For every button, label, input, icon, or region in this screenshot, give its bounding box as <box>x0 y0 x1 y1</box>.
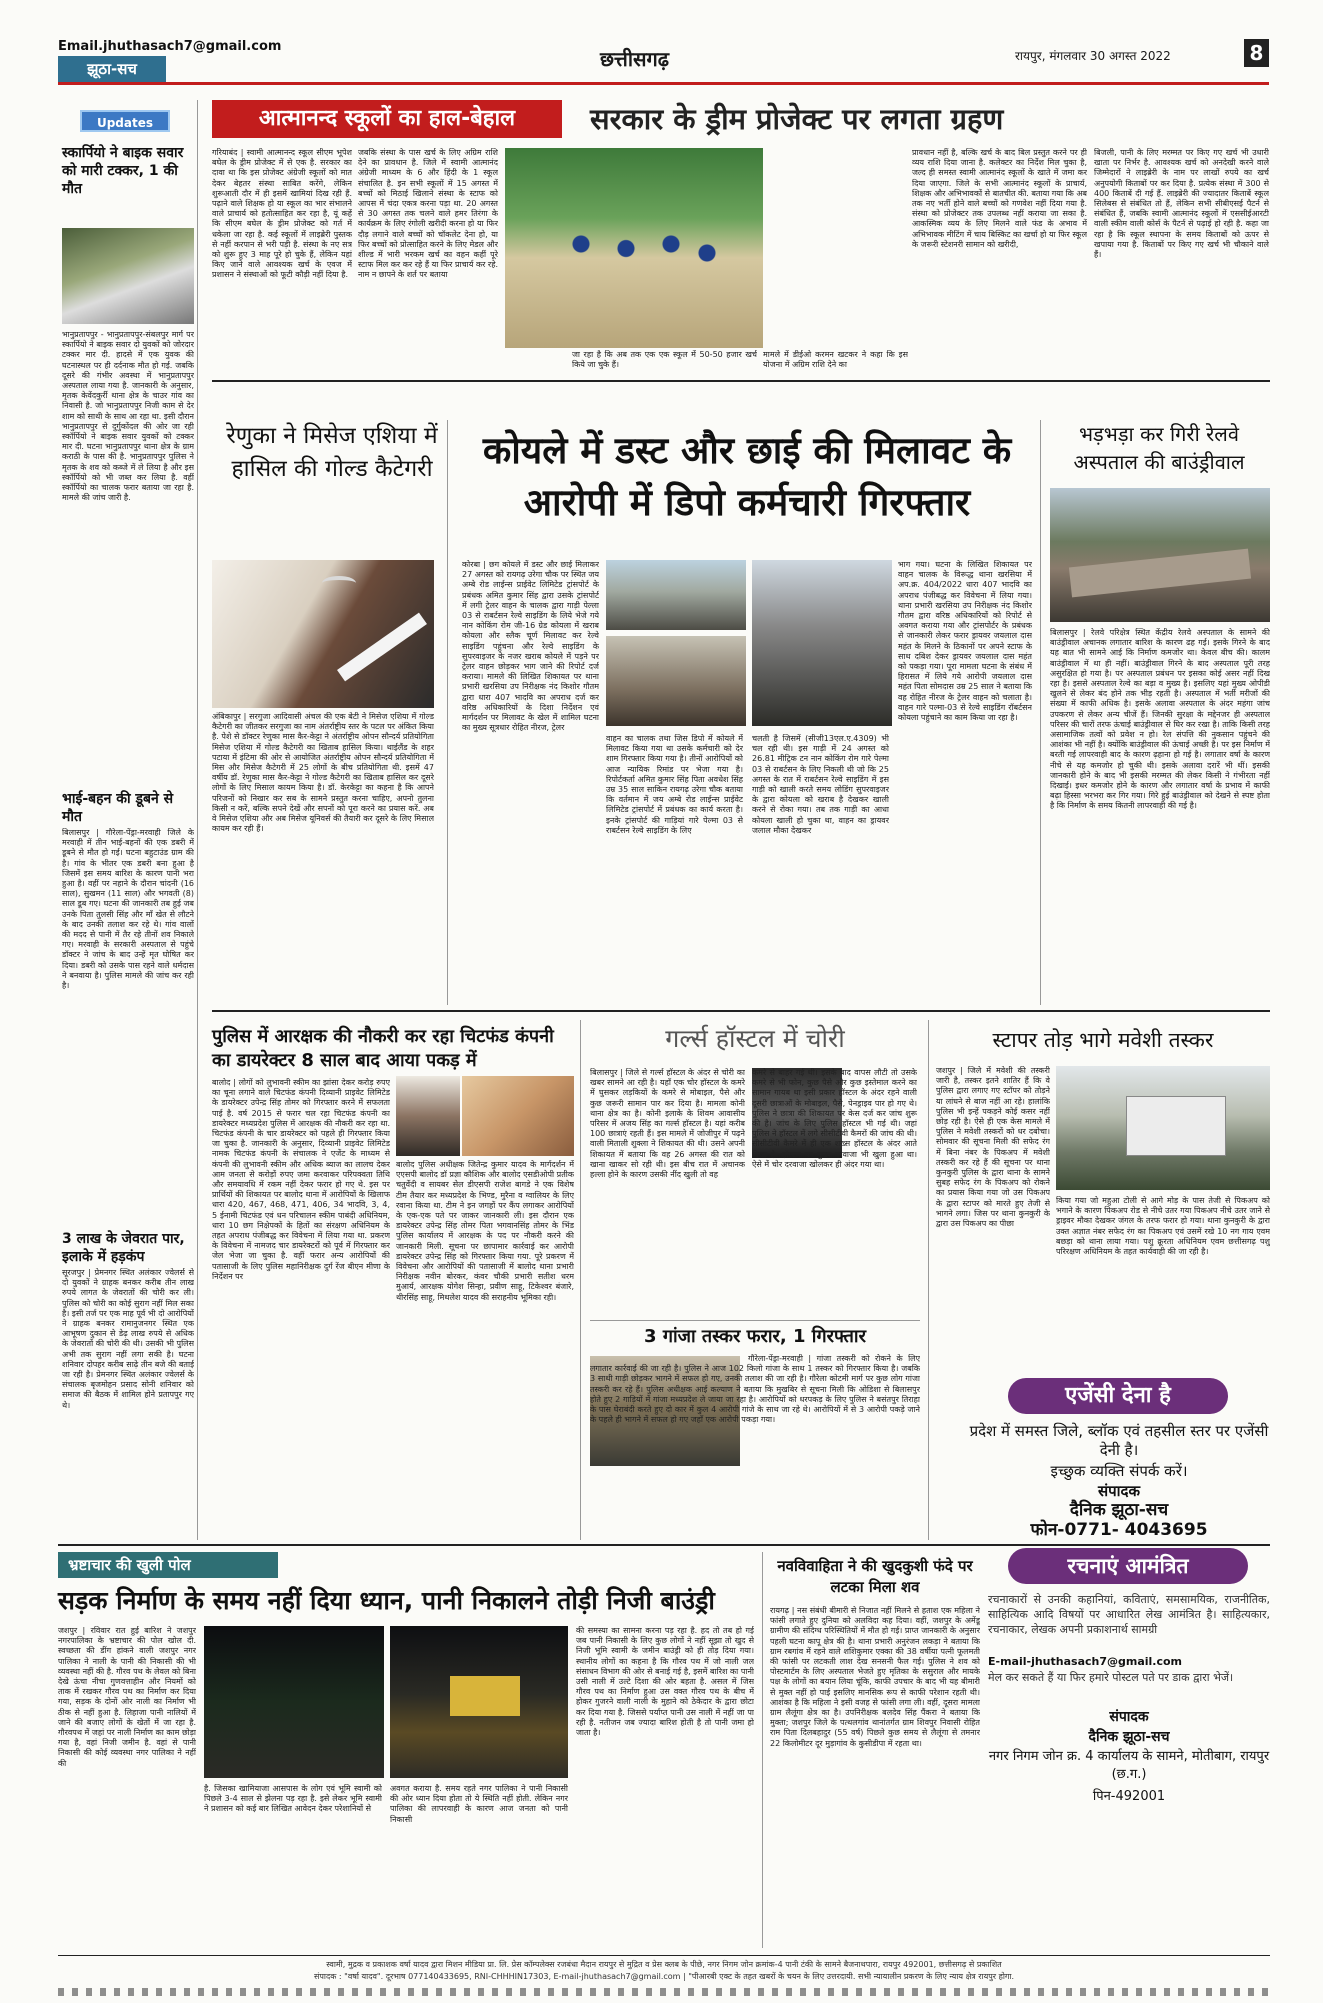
coal-col4: भाग गया। घटना के लिखित शिकायत पर वाहन चालक के विरूद्ध थाना खरसिया में अप.क्र. 404/2022 धारा 407 भादवि का अपराध पंजीबद्ध कर विवेचना में लिया गया। थाना प्रभारी खरसिया उप निरीक्षक नंद किशोर गौतम द्वारा वरिष्ठ अधिकारियों को रिपोर्ट से अवगत कराया गया और ट्रांसपोर्टर के प्रबंधक से जानकारी लेकर फरार ड्रायवर जयलाल दास महंत के मिलने के ठिकानों पर अपने स्टाफ के साथ दबिश देकर ड्रायवर जयलाल दास महंत को पकड़ा गया। पूरा मामला घटना के संबंध में हिरासत में लिये गये आरोपी जयलाल दास महंत पिता सोमदास उम्र 25 साल ने बताया कि वह रोहित नीरज के ट्रेलर वाहन को चलाता है। वाहन गारे पल्मा-03 से रेल्वे साइडिंग रॉबर्टसन कोयला पहुंचाने का काम किया जा रहा है। <box>898 560 1032 723</box>
railway-body: बिलासपुर | रेलवे परिक्षेत्र स्थित केंद्रीय रेलवे अस्पताल के सामने की बाउंड्रीवाल अचानक लगातार बारिश के कारण ढह गई। इसके गिरने के बाद यह बात भी सामने आई कि निर्माण कमजोर था। केवल बीच की। कालम बाउंड्रीवाल में था ही नहीं। बाउंड्रीवाल गिरने के बाद अस्पताल पूरी तरह असुरक्षित हो गया है। पर अस्पताल प्रबंधन पर इसका कोई असर नहीं दिख रहा है। इससे अस्पताल रेल्वे का बड़ा व मुख्य है। इसलिए यहां मुख्य ओपीडी खुलने से लेकर बंद होने तक भीड़ रहती है। अस्पताल में भर्ती मरीजों की संख्या में काफी अधिक है। इसके अलावा अस्पताल के अंदर महंगा जांच उपकरण से लेकर अन्य चीजें हैं। जिनकी सुरक्षा के मद्देनजर ही अस्पताल परिसर की चारों तरफ ऊंचाई बाउंड्रीवाल से घिर कर रखा है। ताकि किसी तरह असामाजिक तत्वों को प्रवेश न हो। रेल संपत्ति की नुकसान पहुंचने की आशंका भी नहीं है। क्योंकि बाउंड्रीवाल की ऊंचाई अच्छी है। पर इस निर्माण में बरती गई लापरवाही बाद के कारण ढ़हाना हो गई है। लगातार वर्षा के कारण नीचे से यह कमजोर हो चुकी थी। इसके अलावा दरारें भी थीं। इसकी जानकारी होने के बाद भी इसकी मरम्मत की लेकर किसी ने गंभीरता नहीं दिखाई। इधर कमजोर होने के कारण और लगातार वर्षा के प्रभाव में काफी बढ़ा हिस्सा भरभरा कर गिर गया। गिरे हुई बाउंड्रीवाल को देखने से स्पष्ट होता है कि निर्माण के समय कितनी लापरवाही की गई है। <box>1050 628 1270 811</box>
renuka-headline: रेणुका ने मिसेज एशिया में हासिल की गोल्ड कैटेगरी <box>226 423 438 482</box>
registration-marks <box>58 1988 1270 1996</box>
hostel-divider <box>590 1320 920 1321</box>
paper-logo: झूठा-सच <box>58 56 166 82</box>
top-story-col3: मामले में डीईओ करमन खटकर ने कहा कि इस योजना में अग्रिम राशि देने का <box>763 350 908 370</box>
chitfund-col1: बालोद | लोगों को लुभावनी स्कीम का झांसा देकर करोड़ रुपए का चूना लगाने वाले चिटफंड कंपनी दिव्यानी प्राइवेट लिमिटेड के डायरेक्टर उपेन्द्र सिंह तोमर को गिरफ्तार करने में सफलता पाई है. वर्ष 2015 से फरार चल रहा चिटफंड कंपनी का डायरेक्टर मध्यप्रदेश पुलिस में आरक्षक की नौकरी कर रहा था. चिटफंड कंपनी के चार डायरेक्टर को पहले ही गिरफ्तार किया जा चुका है. जानकारी के अनुसार, दिव्यानी प्राइवेट लिमिटेड नामक चिटफंड कंपनी के संचालक ने एजेंट के माध्यम से कंपनी की लुभावनी स्कीम और अधिक ब्याज का लालच देकर आम जनता से करोड़ों रुपए जमा करवाकर परिपक्वता तिथि और समयावधि में रकम नहीं देकर फरार हो गए थे. इस पर प्रार्थियों की शिकायत पर बालोद थाना में आरोपियों के खिलाफ धारा 420, 467, 468, 471, 406, 34 भादवि, 3, 4, 5 ईनामी चिटफंड एवं धन परिचालन स्कीम पाबंदी अधिनियम, धारा 10 छग निक्षेपकों के हितों का संरक्षण अधिनियम के तहत अपराध पंजीबद्ध कर विवेचना में लिया गया था. प्रकरण के विवेचना में नामजद चार डायरेक्टरों को पूर्व में गिरफ्तार कर जेल भेजा जा चुका है. वहीं फरार अन्य आरोपियों की पतासाजी के लिए पुलिस महानिरीक्षक दुर्ग रेंज बीएन मीणा के निर्देशन पर <box>212 1078 390 1281</box>
running-children <box>545 208 725 298</box>
story3-headline: 3 लाख के जेवरात पार, इलाके में हड़कंप <box>62 1231 185 1265</box>
ganja-body: गौरेला-पेंड्रा-मरवाही | गांजा तस्करी को रोकने के लिए लगातार कार्रवाई की जा रही है। पुलिस ने आज 102 किलो गांजा के साथ 1 तस्कर को गिरफ्तार किया है। जबकि 3 साथी गाड़ी छोड़कर भागने में सफल हो गए, उनकी तलाश की जा रही है। गौरेला कोटमी मार्ग पर कुछ लोग गांजा तस्करी कर रहे हैं। पुलिस अधीक्षक आई कल्याण ने बताया कि मुखबिर से सूचना मिली कि ओडिशा से बिलासपुर होते हुए 2 गाड़ियों में गांजा मध्यप्रदेश ले जाया जा रहा है। आरोपियों को धरपकड़ के लिए पुलिस ने बसंतपुर तिराहा के पास घेराबंदी करते हुए दो कार में कुल 4 आरोपी गांजे के साथ जा रहे थे। आरोपियों में से 3 आरोपी पकड़े जाने के पहले ही भागने में सफल हो गए जहाँ एक आरोपी पकड़ा गया। <box>590 1354 920 1425</box>
top-story-col1: गरियाबंद | स्वामी आत्मानन्द स्कूल सीएम भूपेश बघेल के ड्रीम प्रोजेक्ट में से एक है. सरकार का दावा था कि इस प्रोजेक्ट अंग्रेजी स्कूलों को मात देकर बेहतर संस्था साबित करेंगे, लेकिन शुरूआती दौर में ही इसमें खामियां दिख रही हैं. पढ़ाने वाले शिक्षक हो या स्कूल का भार संभालने वाले प्राचार्य को हतोत्साहित कर रहा है, यूं कहें कि सीएम बघेल के ड्रीम प्रोजेक्ट को गर्त में धकेला जा रहा है. कई स्कूलों में लाइब्रेरी पुस्तक से नहीं करपान से भरी पड़ी है. संस्था के नए सत्र को शुरू हुए 3 माह पूरे हो चुके हैं, लेकिन यहां किए जाने वाले आवश्यक खर्च के एवज में प्रशासन ने संस्थाओं को फूटी कौड़ी नहीं दिया है. <box>212 148 352 280</box>
writings-ad-email: E-mail-jhuthasach7@gmail.com <box>988 1655 1183 1668</box>
sash <box>337 613 427 682</box>
footer-line2: संपादक : "वर्षा यादव". दूरभाष 077140433695, RNI-CHHHIN17303, E-mail-jhuthasach7@gmail.com | "पीआरबी एक्ट के तहत खबरों के चयन के लिए उत्तरदायी. सभी न्यायालीन प्रकरण के लिए न्याय क्षेत्र रायपुर होगा. <box>313 1972 1015 1981</box>
cattle-col1: जशपुर | जिले में मवेशी की तस्करी जारी है, तस्कर इतने शातिर हैं कि वे पुलिस द्वारा लगाए गए स्टॉपर को तोड़ने या लांघने से बाज नहीं आ रहे। हालांकि पुलिस भी इन्हें पकड़ने कोई कसर नहीं छोड़ रही है। ऐसे ही एक केस मामले में पुलिस ने मवेशी तस्करों को धर दबोचा। सोमवार की सूचना मिली की सफेद रंग में बिना नंबर के पिकअप में मवेशी तस्करी कर रहे हैं की सूचना पर थाना कुनकुरी पुलिस के द्वारा थाना के सामने सुबह सफेद रंग के पिकअप को रोकने का प्रयास किया गया जो उस पिकअप के द्वारा स्टापर को मारते हुए तेजी से भागने लगा। जिस पर थाना कुनकुरी के द्वारा उस पिकअप का पीछा <box>936 1066 1050 1229</box>
chitfund-photo-person <box>396 1076 460 1156</box>
lower-rule <box>58 1544 1270 1546</box>
writings-ad-pin: पिन-492001 <box>1092 1789 1166 1804</box>
corruption-divider <box>762 1552 763 1948</box>
writings-ad-paper: दैनिक झूठा-सच <box>1088 1729 1170 1745</box>
coal-col3: चलती है जिसमें (सीजी13एल.ए.4309) भी चल रही थी। इस गाड़ी में 24 अगस्त को 26.81 मीट्रिक टन नान कोकिंग रोम गारे पेल्मा 03 से राबर्टसन के लिए निकली थी जो कि 25 अगस्त के रात में राबर्टसन रेल्वे साइडिंग में इस गाड़ी को खाली करते समय लोडिंग सुपरवाइजर के द्वारा कोयला को खराब है देखकर खाली करने से रोका गया। तब तक गाड़ी का आधा कोयला खाली हो चुका था, वाहन का ड्रायवर जलाल मौका देखकर <box>752 734 889 835</box>
writings-ad-body2: मेल कर सकते हैं या फिर हमारे पोस्टल पते पर डाक द्वारा भेजें। <box>988 1671 1234 1684</box>
dateline: रायपुर, मंगलवार 30 अगस्त 2022 <box>1015 49 1171 63</box>
coal-col2: वाहन का चालक तथा जिस डिपो में कोयले में मिलावट किया गया था उसके कर्मचारी को देर शाम गिरफ्तार किया गया है। तीनों आरोपियों को आज न्यायिक रिमांड पर भेजा गया है। रिपोर्टकर्ता अमित कुमार सिंह पिता अवधेश सिंह उम्र 35 साल साकिन रायगढ़ उरेगा चौक बताया कि वर्तमान में जय अम्बे रोड लाईन्स प्राईवेट लिमिटेड ट्रांसपोर्ट में प्रबंधक का कार्य करता है। इनके ट्रांसपोर्ट की गाड़ियां गारे पेल्मा 03 से राबर्टसन रेल्वे साइडिंग के लिए <box>606 734 743 835</box>
writings-ad-title: रचनाएं आमंत्रित <box>1008 1548 1248 1584</box>
state-label: छत्तीसगढ़ <box>600 47 670 71</box>
cattle-col2: किया गया जो महुआ टोली से आगे मोड़ के पास तेजी से पिकअप को भगाने के कारण पिकअप रोड से नीचे उतर गया पिकअप नीचे उतर जाने से ड्राइवर मौका देखकर जंगल के तरफ फरार हो गया। थाना कुनकुरी के द्वारा उक्त अज्ञात नंबर सफेद रंग का पिकअप एवं उसमें रखे 10 नग गाय एवम बछड़ा को थाना लाया गया। पशु क्रूरता अधिनियम एवम छत्तीसगढ़ पशु परिरक्षण अधिनियम के तहत कार्यवाही की जा रही है। <box>1056 1196 1270 1257</box>
top-story-rule <box>212 380 1270 382</box>
story1-body: भानुप्रतापपुर - भानुप्रतापपुर-संबलपुर मार्ग पर स्कार्पियो ने बाइक सवार दो युवकों को जोरदार टक्कर मार दी. हादसे में एक युवक की घटनास्थल पर ही दर्दनाक मौत हो गई. जबकि दूसरे की गंभीर अवस्था में भानुप्रतापपुर अस्पताल लाया गया है. जानकारी के अनुसार, मृतक केवेंदकुर्री थाना क्षेत्र के चाउर गांव का निवासी है. जो भानुप्रतापपुर निजी काम से देर शाम को साथी के साथ आ रहा था. इसी दौरान भानुप्रतापपुर से दुर्गुकोंदल की ओर जा रही स्कॉर्पियो ने बाइक सवार युवकों को टक्कर मार दी. घटना भानुप्रतापपुर थाना क्षेत्र के ग्राम कराठी के पास की है. भानुप्रतापपुर पुलिस ने मृतक के शव को कब्जे में ले लिया है और इस स्कॉर्पियो को भी जब्त कर लिया है. वहीं स्कॉर्पियो का चालक फरार बताया जा रहा है. मामले की जांच जारी है. <box>62 330 194 503</box>
story1-photo <box>62 228 194 324</box>
corruption-photo-night <box>204 1626 384 1778</box>
renuka-divider <box>447 420 448 1005</box>
top-story-col4: प्रावधान नहीं है, बल्कि खर्च के बाद बिल प्रस्तुत करने पर ही व्यय राशि दिया जाना है. कलेक्टर का निर्देश मिल चुका है, जल्द ही समस्त स्वामी आत्मानंद स्कूलों के खाते में जमा कर दिया जाएगा. जिले के सभी आत्मानंद स्कूलों के प्राचार्य, शिक्षक और अभिभावकों से बातचीत की. बताया गया कि अब तक नए भर्ती होने वाले बच्चों को गणवेश नहीं दिया गया है. संस्था को प्रोजेक्टर तक उपलब्ध नहीं कराया जा सका है. आकस्मिक व्यय के लिए मिलने वाले फंड के अभाव में अभिभावक मीटिंग में चाय बिस्किट का खर्चा हो या फिर स्कूल के जरूरी स्टेशनरी सामान को खरीदी, <box>912 148 1087 249</box>
agency-ad-title: एजेंसी देना है <box>1008 1378 1228 1414</box>
corruption-col1: जशपुर | रविवार रात हुई बारिश ने जशपुर नगरपालिका के भ्रष्टाचार की पोल खोल दी. स्वच्छता की डींग हांकने वाली जशपुर नगर पालिका ने नाली के पानी की निकासी की भी व्यवस्था नहीं की है. गौरव पथ के लेवल को बिना देखे ऊंचा नीचा गुणवत्ताहीन और नियमों को ताक में रखकर गौरव पथ का निर्माण कर दिया गया, सड़क के दोनों ओर नाली का निर्माण भी ठीक से नहीं हुआ है. लिहाजा पानी नालियों में जाने की बजाए लोगों के खेतों में जा रहा है. गौरवपथ में जहां पर नाली निर्माण का काम छोड़ा गया है, वहां निजी जमीन है. वहां से पानी निकासी की कोई व्यवस्था नगर पालिका ने नहीं की <box>58 1626 196 1768</box>
story2-body: बिलासपुर | गौरेला-पेंड्रा-मरवाही जिले के मरवाही में तीन भाई-बहनों की एक डबरी में डूबने से मौत हो गई। घटना बहुटाउंड ग्राम की है। गांव के भीतर एक डबरी बना हुआ है जिसमें इस समय बारिश के कारण पानी भरा हुआ है। वहीं पर नहाने के दौरान चांदनी (16 साल), सुखमन (11 साल) और भगवती (8) साल डूब गए। घटना की जानकारी तब हुई जब उनके पिता तुलसी सिंह और माँ खेत से लौटने के बाद उनकी तलाश कर रहे थे। गांव वालों की मदद से पानी में तैर रहे तीनों शव निकाले गए। मरवाही के सरकारी अस्पताल से पहुंचे डॉक्टर ने जांच के बाद उन्हें मृत घोषित कर दिया। डबरी को उसके पास रहने वाले धर्मदास ने बनवाया है। पुलिस मामले की जांच कर रही है। <box>62 828 194 991</box>
masthead-rule <box>58 82 1269 85</box>
corruption-kicker: भ्रष्टाचार की खुली पोल <box>58 1552 278 1578</box>
hostel-col1: बिलासपुर | जिले से गर्ल्स हॉस्टल के अंदर से चोरी का खबर सामने आ रही है। यहाँ एक चोर हॉस्टल के कमरे में घुसकर लड़कियों के कमरे से मोबाइल, पैसे और कुछ जरूरी सामान पार कर दिया है। मामला कोनी थाना क्षेत्र का है। कोनी इलाके के शिवम आवासीय परिसर में अजय सिंह का गर्ल्स हॉस्टल है। यहां करीब 100 छात्राएं रहती हैं। इस मामले में जोजीपुर में पढ़ने वाली मिताली शुक्ला ने शिकायत की थी। उसने अपनी शिकायत में बताया कि वह 26 अगस्त की रात को खाना खाकर सो रही थी। इस बीच रात में अचानक हल्ला होने के कारण उसकी नींद खुली तो वह <box>590 1068 745 1180</box>
coal-divider <box>1040 420 1041 1005</box>
top-story-photo <box>505 148 763 348</box>
cattle-headline: स्टापर तोड़ भागे मवेशी तस्कर <box>992 1028 1214 1052</box>
hostel-headline: गर्ल्स हॉस्टल में चोरी <box>665 1024 845 1053</box>
coal-photo-depot <box>752 560 892 726</box>
corruption-photo-excavator <box>390 1626 568 1778</box>
top-story-headline: सरकार के ड्रीम प्रोजेक्ट पर लगता ग्रहण <box>590 102 1004 136</box>
writings-ad <box>988 1548 1270 1946</box>
chitfund-photo-money <box>462 1076 574 1156</box>
writings-ad-contact: संपादक <box>1109 1709 1149 1725</box>
story1-headline: स्कार्पियो ने बाइक सवार को मारी टक्कर, 1 की मौत <box>62 145 184 197</box>
pickup-truck <box>1126 1096 1226 1156</box>
coal-col1: कोरबा | छग कोयले में डस्ट और छाई मिलाकर 27 अगस्त को रायगढ़ उरेगा चौक पर स्थित जय अम्बे रोड लाईन्स प्राईवेट लिमिटेड ट्रांसपोर्ट के प्रबंधक अमित कुमार सिंह द्वारा उसके ट्रांसपोर्ट में लगी ट्रेलर वाहन के चालक द्वारा गाड़ी पेल्ला 03 से राबर्टसन रेल्वे साइडिंग के लिये भेजे गये नान कोकिंग रोम जी-16 ग्रेड कोयला में खराब कोयला और स्लैक चूर्ण मिलावट कर रेल्वे साइडिंग पहुंचना और रेल्वे साइडिंग के सुपरवाइजर के नजर खराब कोयले में पड़ने पर ट्रेलर वाहन छोड़कर भाग जाने की रिपोर्ट दर्ज कराया। मामले की लिखित शिकायत पर थाना प्रभारी खरसिया उप निरीक्षक नंद किशोर गौतम द्वारा धारा 407 भादवि का अपराध दर्ज कर वरिष्ठ अधिकारियों के दिशा निर्देशन एवं मार्गदर्शन पर मिलावट के खेल में शामिल घटना का मुख्य सूत्रधार रोहित नीरज, ट्रेलर <box>462 560 599 733</box>
top-story-col5: बिजली, पानी के लिए मरम्मत पर किए गए खर्च भी उधारी खाता पर निर्भर है. आवश्यक खर्च को अनदेखी करने वाले जिम्मेदारों ने लाइब्रेरी के नाम पर लाखों रुपये का खर्च अनुपयोगी किताबों पर कर दिया है. प्रत्येक संस्था में 300 से 400 किताबें दी गई हैं. लाइब्रेरी की ज्यादातर किताबें स्कूल सिलेबस से संबंधित तो हैं, लेकिन सभी सीबीएसई पैटर्न से संबंधित हैं, जबकि स्वामी आत्मानंद स्कूलों में एससीईआरटी वाली स्कीम वाली कोर्स के पैटर्न से पढ़ाई हो रही है. कहा जा रहा है कि स्कूल स्थापना के समय किताबों को ऊपर से खपाया गया है. किताबों पर किए गए खर्च भी चौकाने वाले हैं। <box>1094 148 1269 260</box>
chitfund-divider <box>580 1020 581 1540</box>
hostel-col2: कमरे से बाहर गई थी। इसके बाद वापस लौटी तो उसके कमरे से भी फोन, कुछ पैसे और कुछ इस्तेमाल करने का सामान गायब था इसी प्रकार हॉस्टल के अंदर रहने वाली दूसरी छात्राओं के मोबाइल, पैसे, पेनड्राइव पार हो गए थे। पुलिस ने छात्रा की शिकायत पर केस दर्ज कर जांच शुरू की है। जांच के लिए पुलिस हॉस्टल भी गई थी। जहां पुलिस ने हॉस्टल में लगे सीसीटीवी कैमरों की जांच की थी। सीसीटीवी कैमरे में ही एक शख्स हॉस्टल के अंदर आते दिखा है। हॉस्टल का मुख्य दरवाजा भी खुला हुआ था। ऐसे में चोर दरवाजा खोलकर ही अंदर गया था। <box>752 1068 917 1169</box>
ganja-divider <box>928 1020 929 1540</box>
agency-ad-phone: फोन-0771- 4043695 <box>1030 1520 1208 1540</box>
story2-headline: भाई-बहन की डूबने से मौत <box>62 791 174 825</box>
footer-rule <box>58 1955 1270 1956</box>
corruption-col2: है. जिसका खामियाजा आसपास के लोग एवं भूमि स्वामी को पिछले 3-4 साल से झेलना पड़ रहा है. इसे लेकर भूमि स्वामी ने प्रशासन को कई बार लिखित आवेदन देकर परेशानियों से <box>204 1784 382 1814</box>
top-story-col2: जबकि संस्था के पास खर्च के लिए अग्रिम राशि देने का प्रावधान है. जिले में स्वामी आत्मानंद अंग्रेजी माध्यम के 6 और हिंदी के 1 स्कूल संचालित है. इन सभी स्कूलों में 15 अगस्त में बच्चों को मिठाई खिलाने संस्था के स्टाफ को आपस में चंदा एकत्र करना पड़ा था. 20 अगस्त से 30 अगस्त तक चलने वाले हमर तिरंगा के कार्यक्रम के लिए रंगोली खरीदी करना हो या फिर दौड़ लगाने वाले बच्चों को चॉकलेट देना हो, या फिर बच्चों को प्रोत्साहित करने के लिए मेडल और शील्ड में भारी भरकम खर्च का वहन कहीं पूरे स्टाफ मिल कर कर रहे हैं या फिर प्राचार्य कर रहे. नाम न छापने के शर्त पर बताया <box>358 148 498 280</box>
writings-ad-address: नगर निगम जोन क्र. 4 कार्यालय के सामने, मोतीबाग, रायपुर (छ.ग.) <box>988 1749 1270 1782</box>
renuka-photo <box>212 560 434 708</box>
coal-photo-people <box>606 636 746 726</box>
left-column <box>58 100 198 1540</box>
updates-badge: Updates <box>80 110 170 132</box>
chitfund-headline: पुलिस में आरक्षक की नौकरी कर रहा चिटफंड कंपनी का डायरेक्टर 8 साल बाद आया पकड़ में <box>212 1026 554 1071</box>
mid-rule <box>212 1010 1270 1012</box>
agency-ad-line1: प्रदेश में समस्त जिले, ब्लॉक एवं तहसील स्तर पर एजेंसी देनी है। <box>969 1422 1269 1459</box>
email-line: Email.jhuthasach7@gmail.com <box>58 39 282 54</box>
cattle-photo <box>1056 1066 1270 1190</box>
railway-photo <box>1050 488 1270 622</box>
coal-headline: कोयले में डस्ट और छाई की मिलावट के आरोपी में डिपो कर्मचारी गिरफ्तार <box>482 429 1012 524</box>
collapsed-wall <box>1069 549 1251 598</box>
chitfund-col2: बालोद पुलिस अधीक्षक जितेन्द्र कुमार यादव के मार्गदर्शन में एएसपी बालोद डॉ प्रज्ञा कौशिक और बालोद एसडीओपी प्रतीक चतुर्वेदी व सायबर सेल डीएसपी राजेश बागडे ने एक विशेष टीम तैयार कर मध्यप्रदेश के भिण्ड, मुरैना व ग्वालियर के लिए रवाना किया था. टीम ने इन जगहों पर कैंप लगाकर आरोपियों के एक-एक पते पर जाकर जानकारी ली। इस दौरान एक डायरेक्टर उपेन्द्र सिंह तोमर पिता भगवानसिंह तोमर के भिंड पुलिस कार्यालय में आरक्षक के पद पर नौकरी करने की जानकारी मिली. सूचना पर छापामार कार्रवाई कर आरोपी डायरेक्टर उपेन्द्र सिंह को गिरफ्तार किया गया. पूरे प्रकरण में विवेचना और आरोपियों की पतासाजी में बालोद थाना प्रभारी निरीक्षक नवीन बोरकर, कंवर चौकी प्रभारी सतीश धरम मुआर्य, आरक्षक योगेश सिन्हा, प्रवीण साहू, टिकेश्वर बंजारे, थीरसिंह साहू, मिथलेश यादव की सराहनीय भूमिका रही। <box>396 1160 574 1302</box>
ganja-headline: 3 गांजा तस्कर फरार, 1 गिरफ्तार <box>644 1326 866 1347</box>
suicide-headline: नवविवाहिता ने की खुदकुशी फंदे पर लटका मिला शव <box>777 1557 973 1596</box>
coal-photo-trucks <box>606 560 746 630</box>
page-number: 8 <box>1244 39 1269 67</box>
agency-ad-paper: दैनिक झूठा-सच <box>1069 1500 1169 1520</box>
top-story-photo-caption: जा रहा है कि अब तक एक एक स्कूल में 50-50 हजार खर्च किये जा चुके हैं। <box>572 350 757 370</box>
corruption-col4: की समस्या का सामना करना पड़ रहा है. हद तो तब हो गई जब पानी निकासी के लिए कुछ लोगों ने नहीं सूझा तो खुद से निजी भूमि स्वामी के जमीन बाउंड्री को ही तोड़ दिया गया। स्थानीय लोगों का कहना है कि गौरव पथ में जो नाली जल संसाधन विभाग की ओर से बनाई गई है, इसमें बारिश का पानी उसी नाली में उल्टे दिशा की ओर बहता है. असल में जिस गौरव पथ का निर्माण हुआ उस वक्त गौरव पथ के बीच में होकर गुजरने वाली नाली के मुहाने को ठेकेदार के द्वारा छोटा कर दिया गया है. जिससे पर्याप्त पानी उस नाली में नहीं जा पा रही है. नतीजन जब ज्यादा बारिश होती है तो पानी जमा हो जाता है। <box>576 1626 754 1738</box>
agency-ad <box>968 1378 1270 1540</box>
top-story-kicker: आत्मानन्द स्कूलों का हाल-बेहाल <box>212 100 562 138</box>
crown-icon <box>322 576 356 590</box>
renuka-body: अंबिकापुर | सरगुजा आदिवासी अंचल की एक बेटी ने मिसेज एशिया में गोल्ड कैटेगरी का जीतकर सरगुजा का नाम अंतर्राष्ट्रीय स्तर के पटल पर अंकित किया है. पेशे से डॉक्टर रेणुका मास कैर-केट्टा ने अंतर्राष्ट्रीय ओपन सौन्दर्य प्रतियोगिता मिसेज एशिया में गोल्ड कैटेगरी का खिताब हासिल किया। थाईलैंड के शहर पटाया में इंटिमा की ओर से आयोजित अंतर्राष्ट्रीय ओपन सौन्दर्य प्रतियोगिता में मिस और मिसेज कैटेगरी में 25 लोगों के बीच प्रतियोगिता थी. इसमें 47 वर्षीय डॉ. रेणुका मास कैर-केट्टा ने गोल्ड कैटेगरी का खिताब हासिल कर दूसरे लोगों के लिए मिसाल कायम किया है। डॉ. केरकेट्टा का कहना है कि आपने परिजनों को निखार कर सब के सामने प्रस्तुत करना चाहिए, अपनो तुलना किसी न करें, बल्कि सपने देखें और सपनों को पूरा करने का प्रयास करें. अब वे मिसेज एशिया और अब मिसेज यूनिवर्स की तैयारी कर दूसरे के लिए मिसाल कायम कर रही हैं। <box>212 712 434 834</box>
agency-ad-contact: संपादक <box>1097 1482 1141 1500</box>
story3-body: सूरजपुर | प्रेमनगर स्थित अलंकार ज्वेलर्स से दो युवकों ने ग्राहक बनकर करीब तीन लाख रुपये लागत के जेवरातों की चोरी कर ली। पुलिस को चोरी का कोई सुराग नहीं मिल सका है। इसी तर्ज पर एक माह पूर्व भी दो आरोपियों ने ग्राहक बनकर रामानुजनगर स्थित एक आभूषण दुकान से डेढ़ लाख रुपये से अधिक के जेवरातों की चोरी की थी। उसकी भी पुलिस अभी तक सुराग नहीं लगा सकी है। घटना शनिवार दोपहर करीब साढ़े तीन बजे की बताई जा रही है। प्रेमनगर स्थित अलंकार ज्वेलर्स के संचालक बृजमोहन प्रसाद सोनी शनिवार को समाज की बैठक में शामिल होने प्रतापपुर गए थे। <box>62 1268 194 1410</box>
agency-ad-line2: इच्छुक व्यक्ति संपर्क करें। <box>1050 1462 1188 1480</box>
corruption-headline: सड़क निर्माण के समय नहीं दिया ध्यान, पानी निकालने तोड़ी निजी बाउंड्री <box>58 1586 715 1615</box>
railway-headline: भड़भड़ा कर गिरी रेलवे अस्पताल की बाउंड्रीवाल <box>1073 422 1245 474</box>
writings-ad-body: रचनाकारों से उनकी कहानियां, कविताएं, समसामयिक, राजनीतिक, साहित्यिक आदि विषयों पर आधारित लेख आमंत्रित है। साहित्यकार, रचनाकार, लेखक अपनी प्रकाशनार्थ सामग्री <box>988 1593 1270 1636</box>
excavator-icon <box>450 1676 520 1716</box>
corruption-col3: अवगत कराया है. समय रहते नगर पालिका ने पानी निकासी की ओर ध्यान दिया होता तो ये स्थिति नहीं होती. लेकिन नगर पालिका की लापरवाही के कारण आज जनता को पानी निकासी <box>390 1784 568 1824</box>
footer-line1: स्वामी, मुद्रक व प्रकाशक वर्षा यादव द्वारा मिशन मीडिया प्रा. लि. प्रेस कॉम्पलेक्स रजबंधा मैदान रायपुर से मुद्रित व प्रेस क्लब के पीछे, नगर निगम जोन क्रमांक-4 पानी टंकी के सामने बैजनाथपारा, रायपुर 492001, छत्तीसगढ़ से प्रकाशित <box>326 1960 1002 1969</box>
suicide-body: रायगढ़ | नस संबंधी बीमारी से निजात नहीं मिलने से हताश एक महिला ने फांसी लगाते हुए दुनिया को अलविदा कह दिया। वहीं, जशपुर के अमेंडू ग्रामीण की संदिग्ध परिस्थितियों में मौत हो गई। प्राप्त जानकारी के अनुसार पहली घटना कापू क्षेत्र की है। थाना प्रभारी अनुरंजन लकड़ा ने बताया कि ग्राम रबगांव में रहने वाले शशिकुमार एक्का की 38 वर्षीया पत्नी फूलमती की फांसी पर लटकती लाश देख सनसनी फैल गई। पुलिस ने शव को पोस्टमार्टम के लिए अस्पताल भेजते हुए मृतिका के ससुराल और मायके पक्ष के लोगों का बयान लिया चूंकि, काफी उपचार के बाद भी यह बीमारी से मुक्त नहीं हो पाई इसलिए मानसिक रूप से काफी परेशान रहती थी। आशंका है कि महिला ने इसी वजह से फांसी लगा ली। वहीं, दूसरा मामला ग्राम लैलूंगा क्षेत्र का है। उपनिरीक्षक बलदेव सिंह पैंकरा ने बताया कि मुक्ता; जशपुर जिले के पत्थलगांव थानांतर्गत ग्राम शिवपुर निवासी रोहित राम पिता दिलबहादुर (55 वर्ष) पिछले कुछ समय से लैलूंगा से तमनार 22 किलोमीटर दूर मुड़ागांव के कुसीडीपा में रहता था। <box>770 1606 980 1748</box>
